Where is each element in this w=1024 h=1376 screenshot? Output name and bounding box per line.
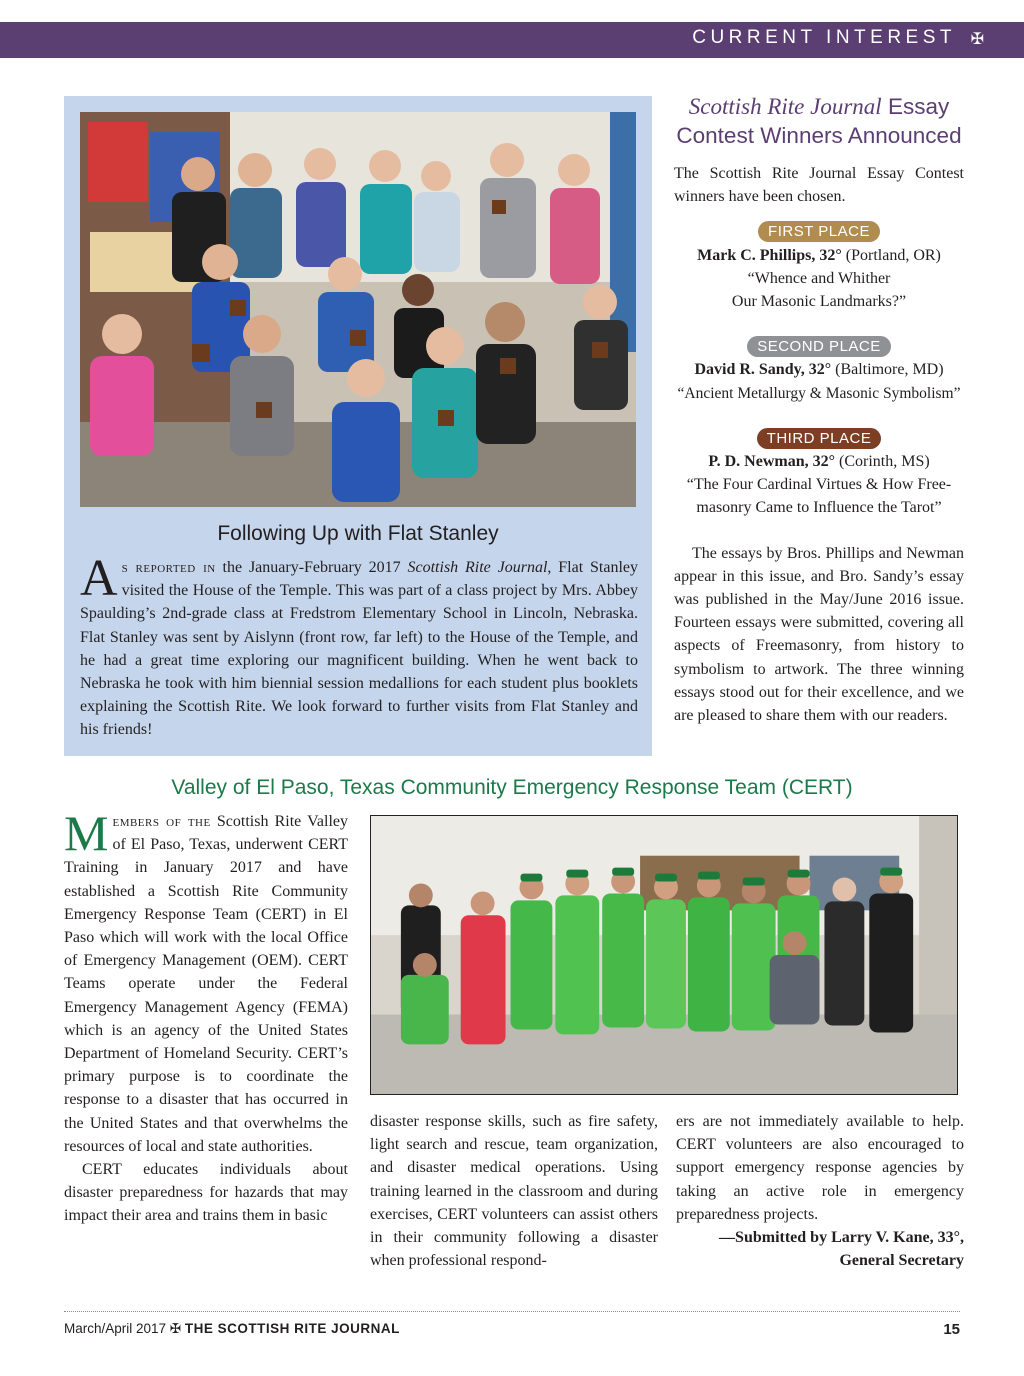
second-place-badge: SECOND PLACE [747, 336, 891, 357]
first-place-block [674, 220, 964, 313]
essay-outro-text: The essays by Bros. Phillips and Newman appear in this issue, and Bro. Sandy’s essay was published in the May/June 2016 issue. Fourteen essays were submitted, covering all aspects of Freemasonry, from history to symbolism to artwork. The three winning essays stood out for their excellence, and we are pleased to share them with our readers. [674, 544, 964, 725]
footer-journal-name: THE SCOTTISH RITE JOURNAL [184, 1321, 400, 1336]
cert-paragraph-1-text: Scottish Rite Valley of El Paso, Texas, underwent CERT Training in January 2017 and have established a Scottish Rite Community Emergency Response Team (CERT) in El Paso which will work with the local Office of Emergency Management (OEM). CERT Teams operate under the Federal Emergency Management Agency (FEMA) which is an agency of the United States Department of Homeland Security. CERT’s primary purpose is to coordinate the response to a disaster that has occurred in the United States and that overwhelms the resources of local and state authorities. [64, 813, 348, 1155]
page-number: 15 [943, 1321, 960, 1338]
essay-contest-column [674, 92, 964, 727]
cert-paragraph-1 [64, 805, 348, 1158]
second-place-location: (Baltimore, MD) [831, 361, 944, 379]
essay-intro-text: The Scottish Rite Journal Essay Contest winners have been chosen. [674, 165, 964, 206]
cert-paragraph-2-part2: disaster response skills, such as fire safety, light search and rescue, team organization, and disaster medical operations. Using training learned in the classroom and during exercises, CERT volunteers can assist others in their community following a disaster when professional respond- [370, 1113, 658, 1270]
essay-title-line2: Contest Winners Announced [676, 123, 962, 148]
stanley-article-title: Following Up with Flat Stanley [217, 522, 499, 545]
cert-column-1 [64, 805, 348, 1228]
third-place-block [674, 427, 964, 520]
flat-stanley-box [64, 96, 652, 756]
footer-cross-icon: ✠ [169, 1321, 182, 1336]
third-place-essay-line1: “The Four Cardinal Virtues & How Free- [686, 476, 952, 494]
stanley-article-body [80, 550, 639, 742]
essay-title-italic: Scottish Rite Journal [688, 94, 882, 119]
cert-group-photo-image [371, 816, 957, 1094]
second-place-block [674, 335, 964, 405]
third-place-badge: THIRD PLACE [757, 428, 882, 449]
second-place-essay-line1: “Ancient Metallurgy & Masonic Symbolism” [677, 384, 961, 402]
stanley-text-part2: , Flat Stanley visited the House of the Temple. This was part of a class project by Mrs. Abbey Spaulding’s 2nd-grade class at Fredstrom Elementary School in Lincoln, Nebraska. Flat Stanley was sent by Aislynn (front row, far left) to the House of the Temple, and he had a great time exploring our magnificent building. When he went back to Nebraska he took with him biennial session medallions for each student plus booklets explaining the Scottish Rite. We look forward to further visits from Flat Stanley and his friends! [80, 559, 639, 739]
third-place-winner-name: P. D. Newman, 32° [708, 453, 836, 471]
classroom-photo-image [80, 112, 636, 507]
third-place-essay-line2: masonry Came to Influence the Tarot” [696, 499, 942, 517]
first-place-essay-line1: “Whence and Whither [747, 269, 891, 287]
stanley-text-part1: the January-February 2017 [215, 559, 408, 576]
section-label: CURRENT INTEREST [692, 27, 956, 48]
third-place-location: (Corinth, MS) [835, 453, 930, 471]
cert-group-photo [370, 815, 958, 1095]
cert-signature-line1: —Submitted by Larry V. Kane, 33°, [719, 1229, 964, 1247]
footer-issue: March/April 2017 [64, 1321, 167, 1336]
cert-dropcap: M [64, 805, 109, 861]
first-place-winner-name: Mark C. Phillips, 32° [697, 246, 842, 264]
cert-paragraph-2-part3: ers are not immediately available to help. CERT volunteers are also encouraged to support emergency response agencies by taking an active role in emergency preparedness projects. [676, 1113, 964, 1223]
classroom-photo [80, 112, 636, 507]
cert-lead-smallcaps: embers of the [112, 813, 211, 830]
essay-contest-title [674, 92, 964, 150]
cert-signature-line2: General Secretary [839, 1252, 964, 1270]
cross-icon: ✠ [970, 31, 984, 48]
cert-paragraph-2-part1: CERT educates individuals about disaster preparedness for hazards that may impact their area and trains them in basic [64, 1161, 348, 1225]
cert-column-2 [370, 1110, 658, 1272]
footer-divider [64, 1311, 960, 1312]
essay-title-line1-rest: Essay [881, 94, 950, 119]
second-place-winner-name: David R. Sandy, 32° [694, 361, 832, 379]
stanley-dropcap: A [80, 550, 118, 607]
cert-column-3 [676, 1110, 964, 1272]
first-place-location: (Portland, OR) [841, 246, 941, 264]
first-place-essay-line2: Our Masonic Landmarks?” [731, 293, 907, 311]
cert-article-title: Valley of El Paso, Texas Community Emergency Response Team (CERT) [171, 776, 853, 799]
section-header-bar [0, 22, 1024, 58]
first-place-badge: FIRST PLACE [758, 221, 880, 242]
stanley-journal-title-italic: Scottish Rite Journal [407, 559, 548, 576]
stanley-lead-smallcaps: s reported in [121, 559, 216, 576]
page-footer [64, 1321, 960, 1337]
